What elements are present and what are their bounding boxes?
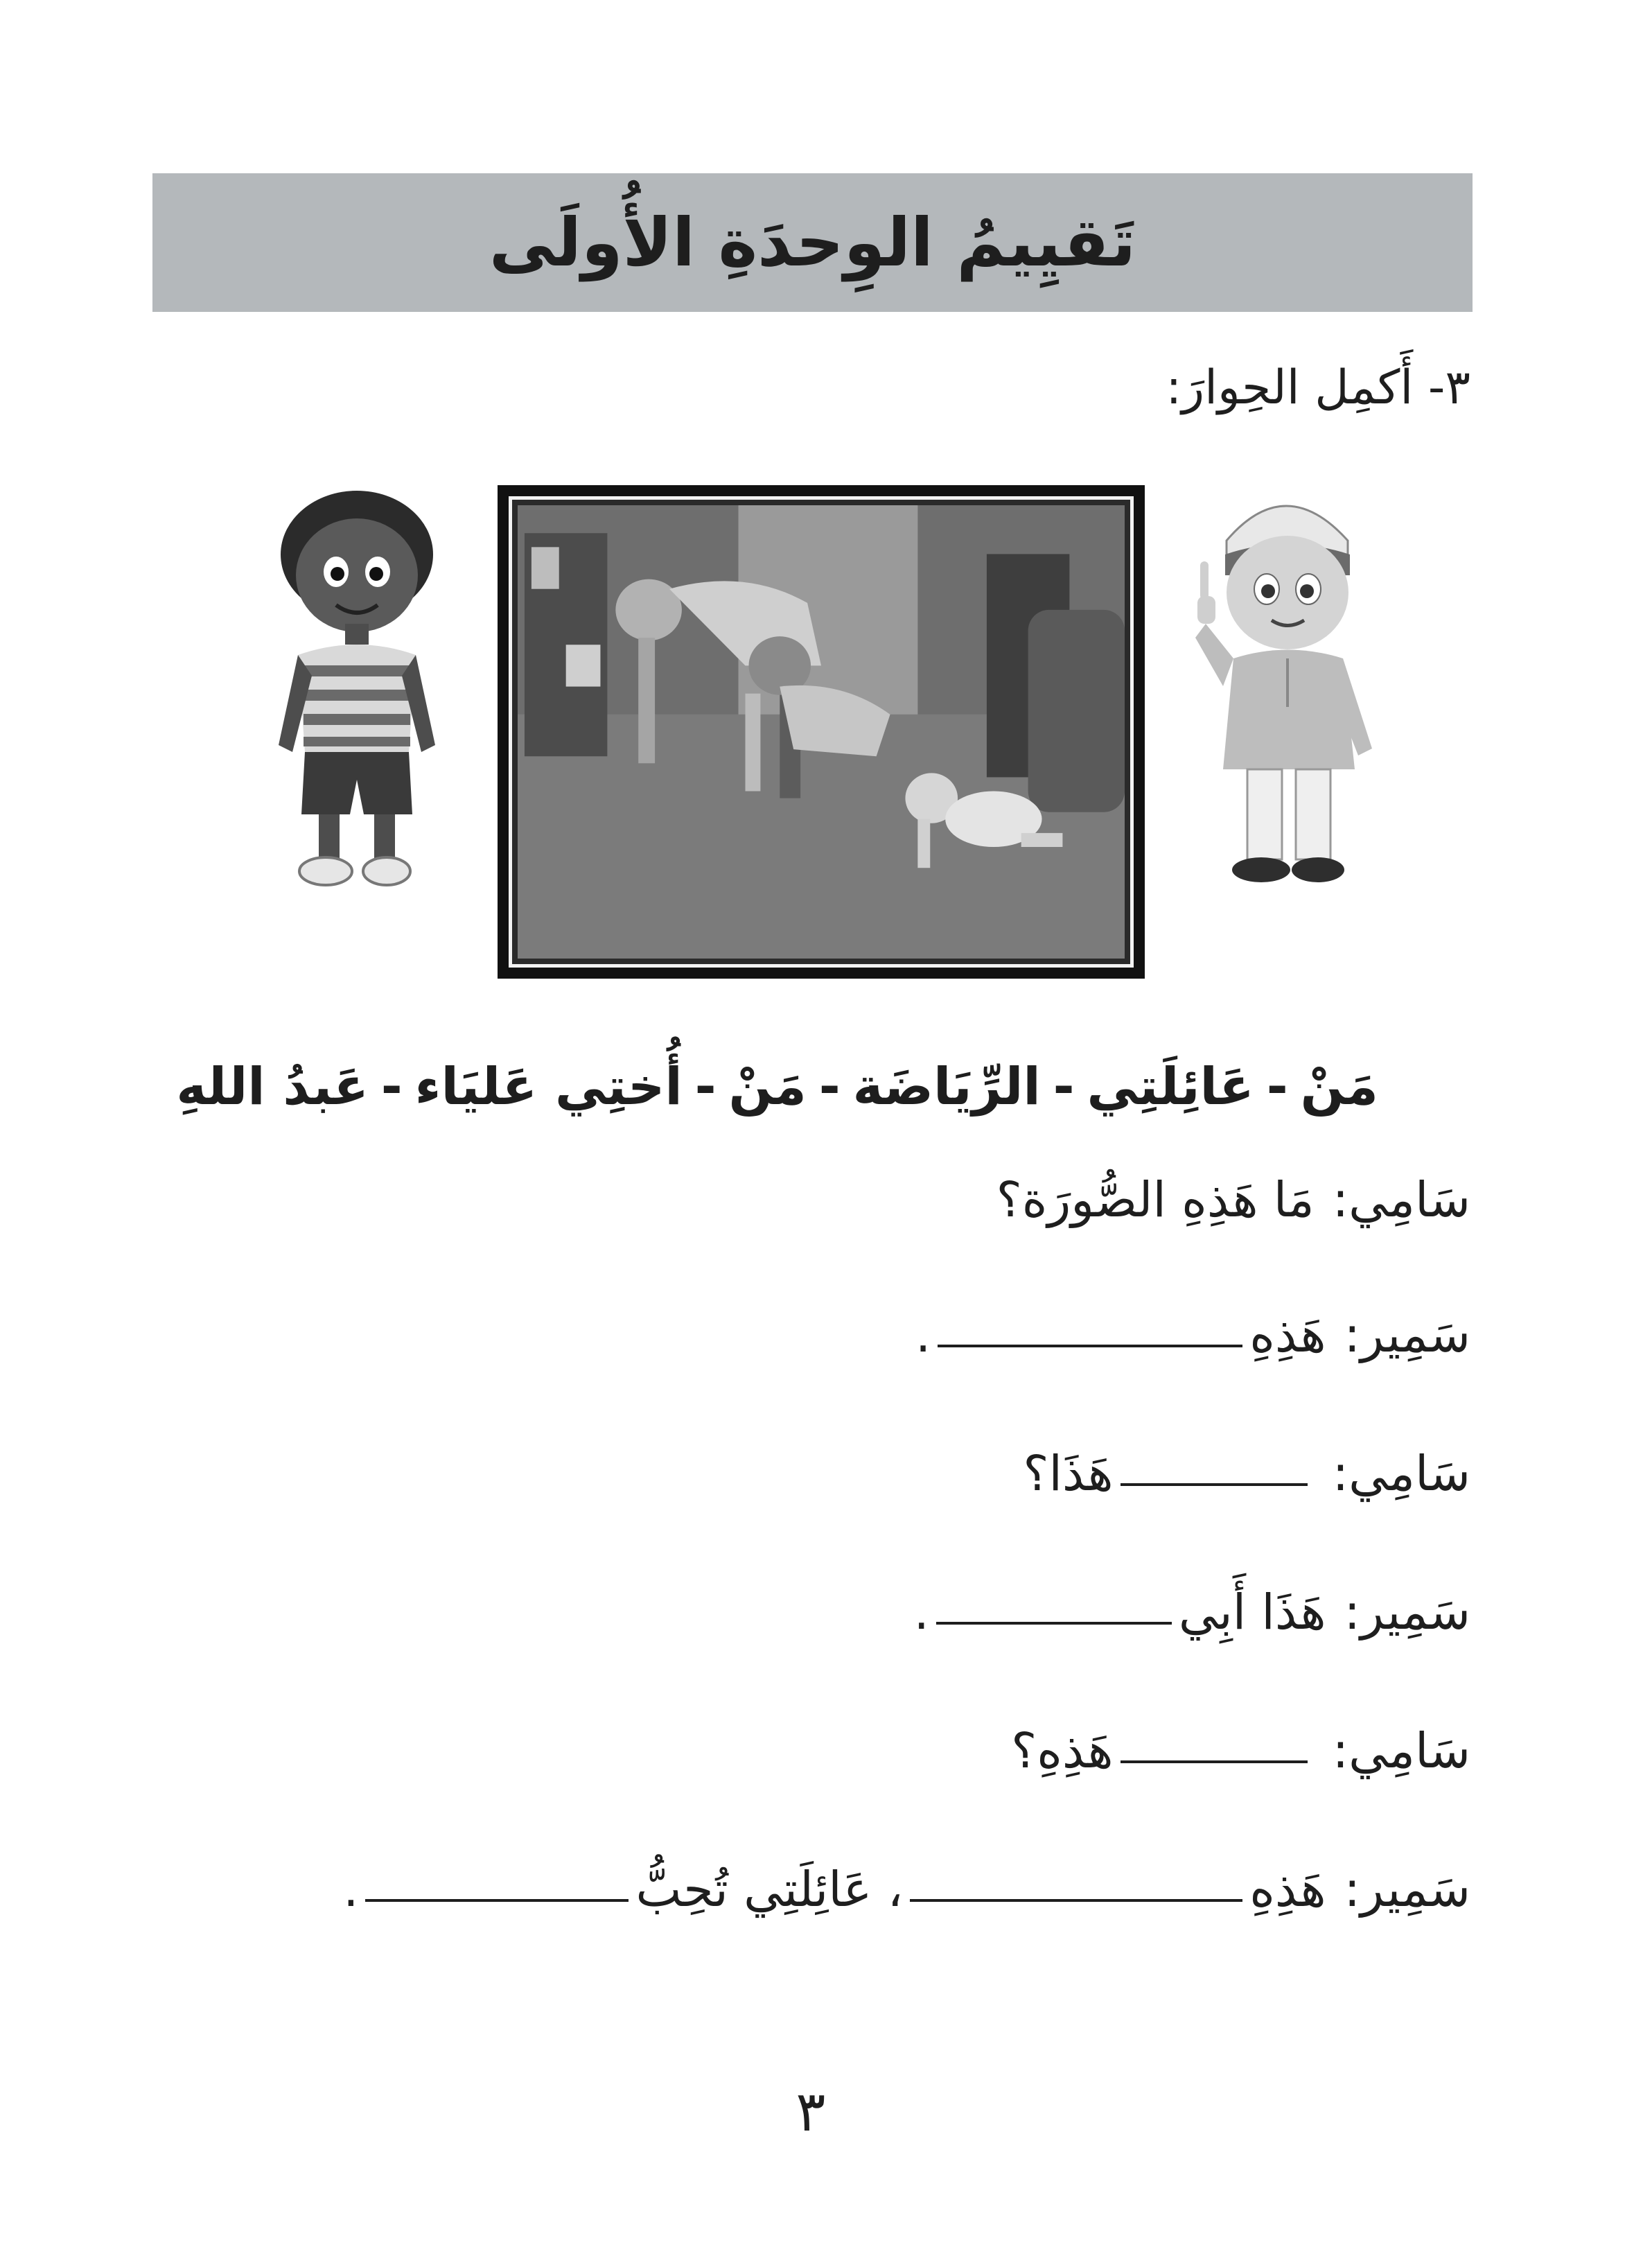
word-bank-separator: - [1053,1057,1075,1117]
answer-blank[interactable] [1121,1760,1308,1763]
word-bank-separator: - [1266,1057,1288,1117]
dialogue-punctuation: . [913,1584,929,1641]
word-bank-item: الرِّيَاضَة [852,1057,1041,1117]
speaker-sami: سَامِي: [1332,1722,1470,1779]
family-exercise-photo-frame [498,485,1145,979]
dialogue-text: مَا هَذِهِ الصُّورَة؟ [996,1171,1315,1228]
page-number: ٣ [796,2079,826,2144]
word-bank-item: مَنْ [1300,1057,1378,1117]
answer-blank[interactable] [1121,1483,1308,1486]
dialogue-line-6 [343,1861,1470,1918]
family-exercise-photo [509,496,1134,968]
boy-with-cap-illustration [1185,478,1386,887]
speaker-samir: سَمِير: [1344,1306,1470,1363]
dialogue-line-1 [996,1171,1470,1228]
dialogue-text: هَذَا أَبِي [1178,1584,1326,1641]
dialogue-text: هَذَا؟ [1023,1445,1114,1502]
dialogue-text: هَذِهِ [1249,1306,1326,1363]
page-title: تَقيِيمُ الوِحدَةِ الأُولَى [489,204,1136,281]
answer-blank[interactable] [936,1621,1172,1625]
dialogue-line-2 [915,1306,1470,1363]
dialogue-text: ، عَائِلَتِي تُحِبُّ [635,1861,904,1918]
exercise-instruction: ٣- أَكمِل الحِوارَ: [1166,360,1470,415]
word-bank-separator: - [818,1057,841,1117]
dialogue-line-4 [914,1584,1470,1641]
answer-blank[interactable] [365,1898,629,1902]
dialogue-text: هَذِهِ [1249,1861,1326,1918]
answer-blank[interactable] [938,1344,1242,1347]
dialogue-punctuation: . [915,1306,931,1363]
speaker-sami: سَامِي: [1332,1171,1470,1228]
word-bank-separator: - [694,1057,717,1117]
word-bank-separator: - [380,1057,403,1117]
word-bank-item: أُختِي عَليَاء [414,1057,683,1117]
word-bank-item: عَبدُ اللهِ [176,1057,369,1117]
dialogue-line-3 [1023,1445,1470,1502]
dialogue-text: هَذِهِ؟ [1011,1722,1114,1779]
speaker-samir: سَمِير: [1344,1861,1470,1918]
word-bank-item: عَائِلَتِي [1087,1057,1254,1117]
speaker-samir: سَمِير: [1344,1584,1470,1641]
dialogue-line-5 [1011,1722,1470,1779]
title-band [152,173,1473,312]
word-bank-item: مَنْ [728,1057,807,1117]
boy-striped-shirt-illustration [270,489,443,891]
dialogue-punctuation: . [343,1861,359,1918]
answer-blank[interactable] [910,1898,1242,1902]
word-bank [176,1057,1378,1117]
speaker-sami: سَامِي: [1332,1445,1470,1502]
